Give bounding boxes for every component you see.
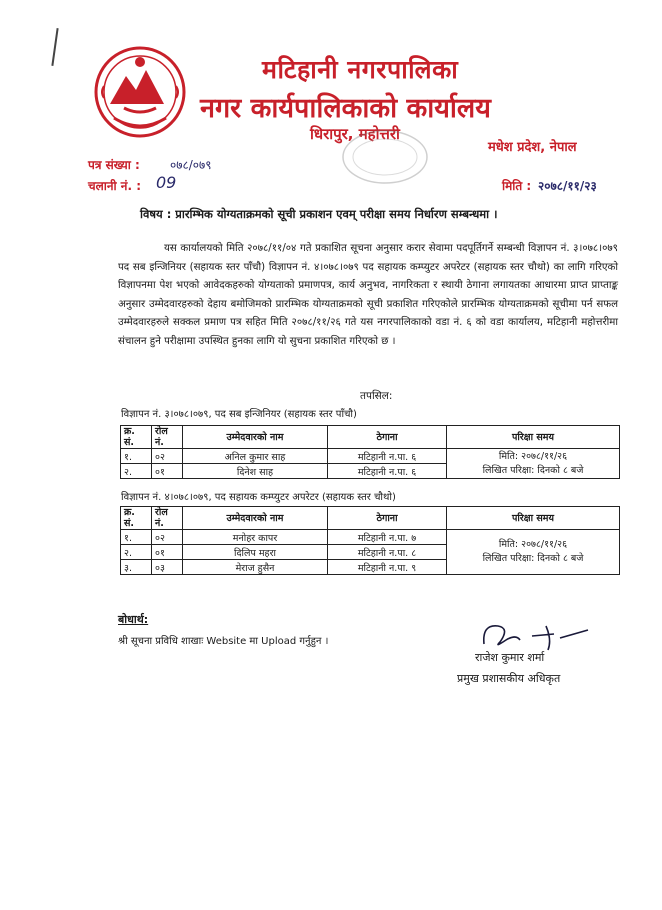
cell-name: मेराज हुसैन: [183, 560, 328, 575]
reference-value: ०७८/०७९: [170, 158, 212, 172]
cell-sn: १.: [121, 449, 152, 464]
col-header-exam-time: परिक्षा समय: [447, 507, 620, 530]
col-header-address: ठेगाना: [328, 507, 447, 530]
section-title-computer-operator: विज्ञापन नं. ४।०७८।०७९, पद सहायक कम्प्युटर अपरेटर (सहायक स्तर चौथो): [121, 492, 396, 503]
date-value: २०७८/११/२३: [538, 179, 597, 193]
table-row: [121, 530, 620, 545]
details-heading: तपसिल:: [360, 390, 393, 402]
table-header-row: [121, 507, 620, 530]
exam-time: लिखित परिक्षा: दिनको ८ बजे: [482, 553, 584, 564]
cell-sn: २.: [121, 464, 152, 479]
office-seal-icon: [340, 128, 430, 186]
table-row: [121, 449, 620, 464]
candidate-table-computer-operator: [120, 506, 620, 575]
exam-date: मिति: २०७८/११/२६: [498, 450, 568, 462]
table-header-row: [121, 426, 620, 449]
dispatch-value: 09: [156, 173, 177, 192]
government-emblem-icon: [94, 46, 186, 138]
col-header-roll: रोल नं.: [152, 507, 183, 530]
notice-body: यस कार्यालयको मिति २०७८/११/०४ गते प्रकाशित सूचना अनुसार करार सेवामा पदपूर्तिगर्ने सम्बन्धी विज्ञापन नं. ३।०७८।०७९ पद सब इन्जिनियर (सहायक स्तर पाँचौ) विज्ञापन नं. ४।०७८।०७९ पद सहायक कम्प्युटर अपरेटर (सहायक स्तर चौथो) का लागि गरिएको विज्ञापनमा पेश भएको आवेदकहरुको योग्यताको प्रमाणपत्र, कार्य अनुभव, नागरिकता र स्थायी ठेगाना लगायतका आधारमा प्राप्त प्राप्ताङ्क अनुसार उम्मेदवारहरुको देहाय बमोजिमको प्रारम्भिक योग्यताक्रमको सूची प्रकाशित गरिएकोले प्रारम्भिक योग्यताक्रमको सूचीमा पर्न सफल उम्मेदवारहरुले सक्कल प्रमाण पत्र सहित मिति २०७८/११/२६ गते यस नगरपालिकाको वडा नं. ६ को वडा कार्यालय, मटिहानी महोत्तरीमा संचालन हुने परीक्षामा उपस्थित हुनका लागि यो सुचना प्रकाशित गरिएको छ ।: [118, 243, 618, 347]
col-header-name: उम्मेदवारको नाम: [183, 426, 328, 449]
cell-roll: ०१: [152, 545, 183, 560]
col-header-name: उम्मेदवारको नाम: [183, 507, 328, 530]
cell-sn: ३.: [121, 560, 152, 575]
col-header-roll: रोल नं.: [152, 426, 183, 449]
signatory-name: राजेश कुमार शर्मा: [475, 651, 545, 664]
cell-name: अनिल कुमार साह: [183, 449, 328, 464]
dispatch-label: चलानी नं. :: [88, 179, 142, 193]
cell-sn: २.: [121, 545, 152, 560]
cc-heading: बोधार्थ:: [118, 613, 149, 626]
col-header-sn: क्र. सं.: [121, 426, 152, 449]
cell-address: मटिहानी न.पा. ६: [328, 449, 447, 464]
cell-roll: ०१: [152, 464, 183, 479]
office-location: धिरापुर, महोत्तरी: [310, 125, 400, 143]
cell-address: मटिहानी न.पा. ६: [328, 464, 447, 479]
section-title-sub-engineer: विज्ञापन नं. ३।०७८।०७९, पद सब इन्जिनियर (सहायक स्तर पाँचौ): [121, 409, 357, 420]
exam-time: लिखित परिक्षा: दिनको ८ बजे: [482, 464, 584, 476]
cell-roll: ०२: [152, 530, 183, 545]
col-header-sn: क्र. सं.: [121, 507, 152, 530]
candidate-table-sub-engineer: [120, 425, 620, 479]
cell-address: मटिहानी न.पा. ८: [328, 545, 447, 560]
subject-line: विषय : प्रारम्भिक योग्यताक्रमको सूची प्रकाशन एवम् परीक्षा समय निर्धारण सम्बन्धमा ।: [140, 207, 498, 221]
cell-exam-schedule: [447, 449, 620, 479]
scan-mark: [51, 28, 58, 66]
cell-name: दिनेश साह: [183, 464, 328, 479]
exam-date: मिति: २०७८/११/२६: [498, 539, 568, 550]
col-header-address: ठेगाना: [328, 426, 447, 449]
office-name: नगर कार्यपालिकाको कार्यालय: [200, 93, 491, 124]
province-line: मधेश प्रदेश, नेपाल: [488, 140, 577, 155]
signatory-title: प्रमुख प्रशासकीय अधिकृत: [457, 672, 561, 685]
cell-roll: ०३: [152, 560, 183, 575]
cc-line: श्री सूचना प्रविधि शाखाः Website मा Upload गर्नुहुन ।: [118, 636, 329, 647]
cell-name: दिलिप महरा: [183, 545, 328, 560]
municipality-name: मटिहानी नगरपालिका: [262, 55, 459, 84]
reference-label: पत्र संख्या :: [88, 158, 140, 172]
cell-sn: १.: [121, 530, 152, 545]
cell-address: मटिहानी न.पा. ९: [328, 560, 447, 575]
cell-exam-schedule: [447, 530, 620, 575]
date-label: मिति :: [502, 179, 532, 193]
cell-roll: ०२: [152, 449, 183, 464]
cell-address: मटिहानी न.पा. ७: [328, 530, 447, 545]
col-header-exam-time: परिक्षा समय: [447, 426, 620, 449]
cell-name: मनोहर कापर: [183, 530, 328, 545]
